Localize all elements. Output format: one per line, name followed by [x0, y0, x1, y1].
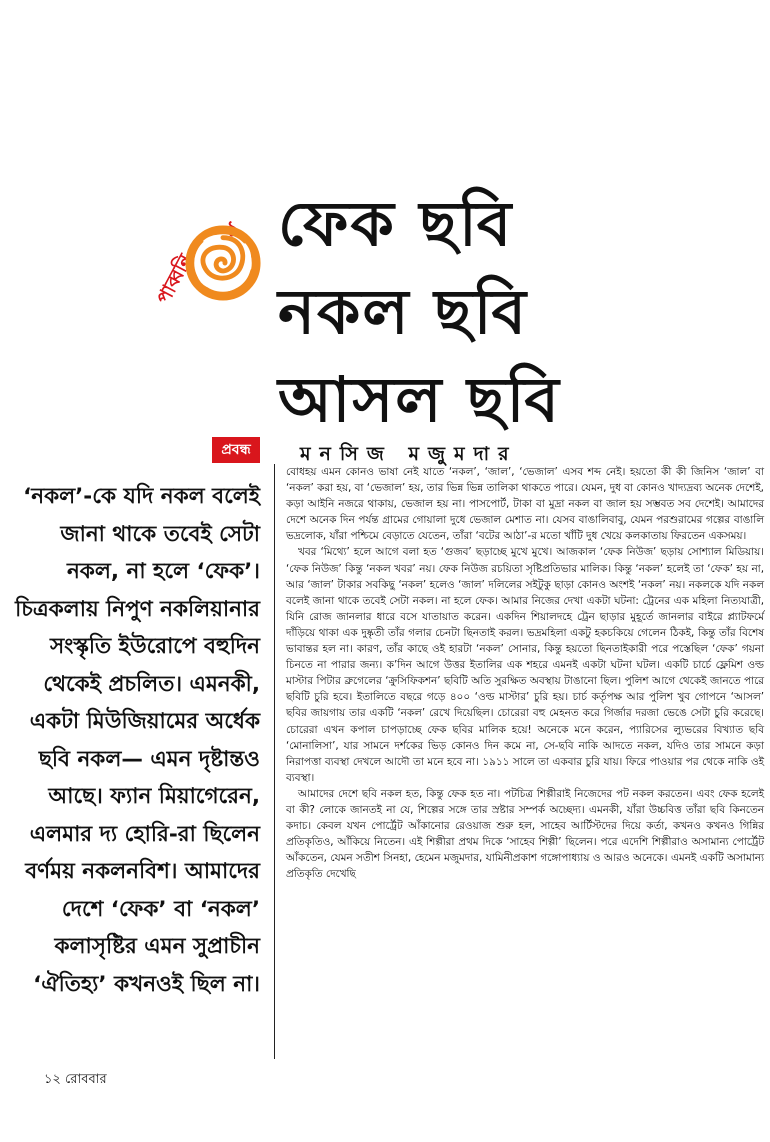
author-name: মনসিজ মজুমদার — [300, 443, 518, 465]
page-footer: ১২ রোববার — [44, 1072, 107, 1087]
pull-quote-text: ‘নকল’-কে যদি নকল বলেই জানা থাকে তবেই সেটা নকল, না হলে ‘ফেক’। চিত্রকলায় নিপুণ নকলিয়ানার সংস্কৃতি ইউরোপে বহুদিন থেকেই প্রচলিত। এমনকী, একটা মিউজিয়ামের অর্ধেক ছবি নকল— এমন দৃষ্টান্তও আছে। ফ্যান মিয়াগেরেন, এলমার দ্য হোরি-রা ছিলেন বর্ণময় নকলনবিশ। আমাদের দেশে ‘ফেক’ বা ‘নকল’ কলাসৃষ্টির এমন সুপ্রাচীন ‘ঐতিহ্য’ কখনওই ছিল না। — [15, 484, 260, 997]
series-number: ১ — [226, 217, 241, 242]
series-label: পাব্বনি — [152, 250, 197, 308]
body-paragraph-2: খবর ‘মিথ্যে’ হলে আগে বলা হত ‘গুজব’ ছড়াচ্ছে মুখে মুখে। আজকাল ‘ফেক নিউজ’ ছড়ায় সোশ্যাল মিডিয়ায়। ‘ফেক নিউজ’ কিন্তু ‘নকল খবর’ নয়। ফেক নিউজ রচয়িতা সৃষ্টিপ্রতিভার মালিক। কিন্তু ‘নকল’ হলেই তা ‘ফেক’ হয় না, আর ‘জাল’ টাকার সবকিছু ‘নকল’ হলেও ‘জাল’ দলিলের সইটুকু ছাড়া কোনও অংশই ‘নকল’ নয়। নকলকে যদি নকল বলেই জানা থাকে তবেই সেটা নকল। না হলে ফেক। আমার নিজের দেখা একটা ঘটনা: ট্রেনের এক মহিলা নিত্যযাত্রী, যিনি রোজ জানলার ধারে বসে যাতায়াত করেন। একদিন শিয়ালদহে ট্রেন ছাড়ার মুহূর্তে জানলার বাইরে প্ল্যাটফর্মে দাঁড়িয়ে থাকা এক দুষ্কৃতী তাঁর গলার চেনটা ছিনতাই করল। ভদ্রমহিলা একটু হকচকিয়ে গেলেন ঠিকই, কিন্তু তাঁর বিশেষ ভাবান্তর হল না। কারণ, তাঁর কাছে ওই হারটা ‘নকল’ সোনার, কিন্তু হয়তো ছিনতাইকারী পরে পস্তেছিল ‘ফেক’ গয়না চিনতে না পারার জন্য। ক’দিন আগে উত্তর ইতালির এক শহরে এমনই একটা ঘটনা ঘটল। একটি চার্চে ফ্লেমিশ ওল্ড মাস্টার পিটার ব্রুগেলের ‘ক্রুসিফিকশন’ ছবিটি অতি সুরক্ষিত অবস্থায় টাঙানো ছিল। পুলিশ আগে থেকেই জানতে পারে ছবিটি চুরি হবে। ইতালিতে বছরে গড়ে ৪০০ ‘ওল্ড মাস্টার’ চুরি হয়। চার্চ কর্তৃপক্ষ আর পুলিশ খুব গোপনে ‘আসল’ ছবির জায়গায় তার একটি ‘নকল’ রেখে দিয়েছিল। চোরেরা বহু মেহনত করে গির্জার দরজা ভেঙে সেটা চুরি করেছে। চোরেরা এখন কপাল চাপড়াচ্ছে ফেক ছবির মালিক হয়ে! অনেকে মনে করেন, প্যারিসের ল্যুভরের বিখ্যাত ছবি ‘মোনালিসা’, যার সামনে দর্শকের ভিড় কোনও দিন কমে না, সে-ছবি নাকি আদতে নকল, যদিও তার সামনে কড়া নিরাপত্তা ব্যবস্থা দেখলে আদৌ তা মনে হবে না। ১৯১১ সালে তা একবার চুরি যায়। ফিরে পাওয়ার পর থেকে নাকি ওই ব্যবস্থা। — [286, 546, 764, 784]
title-line-2: নকল ছবি — [278, 275, 528, 348]
article-body — [286, 464, 764, 1064]
title-line-1: ফেক ছবি — [278, 187, 514, 260]
body-paragraph-1: বোধহয় এমন কোনও ভাষা নেই যাতে ‘নকল’, ‘জাল’, ‘ভেজাল’ এসব শব্দ নেই। হয়তো কী কী জিনিস ‘জাল’ বা ‘নকল’ করা হয়, বা ‘ভেজাল’ হয়, তার ভিন্ন ভিন্ন তালিকা থাকতে পারে। যেমন, দুধ বা কোনও খাদ্যদ্রব্য অনেক দেশেই, কড়া আইনি নজরে থাকায়, ভেজাল হয় না। পাসপোর্ট, টাকা বা মুদ্রা নকল বা জাল হয় সম্ভবত সব দেশেই। আমাদের দেশে অনেক দিন পর্যন্ত গ্রামের গোয়ালা দুধে ভেজাল মেশাত না। যেসব বাঙালিবাবু, যেমন পরশুরামের গল্পের বাঙালি ভদ্রলোক, যাঁরা পশ্চিমে বেড়াতে যেতেন, তাঁরা ‘বটের আঠা’-র মতো খাঁটি দুধ খেয়ে কলকাতায় ফিরতেন একসময়। — [286, 466, 764, 543]
rose-icon — [184, 224, 262, 302]
pull-quote — [4, 478, 260, 1058]
body-paragraph-3: আমাদের দেশে ছবি নকল হত, কিন্তু ফেক হত না। পটচিত্র শিল্পীরাই নিজেদের পট নকল করতেন। এবং ফেক হলেই বা কী? লোকে জানতই না যে, শিল্পের সঙ্গে তার স্রষ্টার সম্পর্ক অচ্ছেদ্য। এমনকী, যাঁরা উচ্চবিত্ত তাঁরা ছবি কিনতেন কদাচ। কেবল যখন পোর্ট্রেট আঁকানোর রেওয়াজ শুরু হল, সাহেব আর্টিস্টদের দিয়ে কর্তা, কখনও কখনও গিন্নির প্রতিকৃতিও, আঁকিয়ে নিতেন। এই শিল্পীরা প্রথম দিকে ‘সাহেব শিল্পী’ ছিলেন। পরে এদেশি শিল্পীরাও অসামান্য পোর্ট্রেট আঁকতেন, যেমন সতীশ সিনহা, হেমেন মজুমদার, যামিনীপ্রকাশ গঙ্গোপাধ্যায় ও আরও অনেকে। এমনই একটি অসামান্য প্রতিকৃতি দেখেছি — [286, 787, 764, 881]
column-divider — [274, 464, 275, 1059]
series-emblem — [138, 218, 278, 308]
category-badge: প্রবন্ধ — [212, 437, 260, 463]
title-line-3: আসল ছবি — [278, 363, 561, 436]
article-title — [278, 180, 748, 444]
